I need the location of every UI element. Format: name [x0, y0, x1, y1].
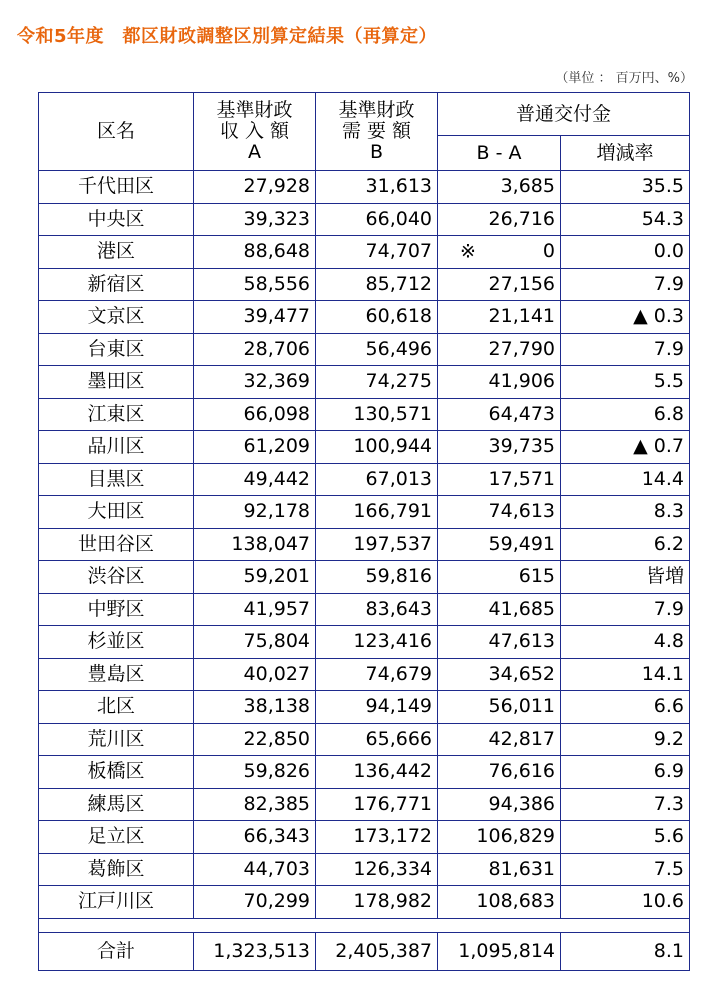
- grant-cell: [438, 463, 561, 496]
- table-row: [39, 528, 690, 561]
- grant-cell: [438, 853, 561, 886]
- revenue-value: 49,442: [194, 463, 316, 496]
- ward-name: 杉並区: [39, 626, 194, 659]
- grant-value: 81,631: [488, 857, 555, 880]
- rate-value: 10.6: [561, 886, 690, 919]
- grant-cell: [438, 431, 561, 464]
- grant-value: 34,652: [488, 662, 555, 685]
- ward-name: 葛飾区: [39, 853, 194, 886]
- demand-value: 176,771: [316, 788, 438, 821]
- demand-value: 123,416: [316, 626, 438, 659]
- rate-value: 35.5: [561, 171, 690, 204]
- revenue-value: 66,098: [194, 398, 316, 431]
- revenue-value: 82,385: [194, 788, 316, 821]
- grant-value: 3,685: [500, 175, 555, 198]
- grant-value: 21,141: [488, 305, 555, 328]
- ward-name: 板橋区: [39, 756, 194, 789]
- ward-name: 台東区: [39, 333, 194, 366]
- revenue-value: 28,706: [194, 333, 316, 366]
- header-revenue-line1: 基準財政: [216, 99, 293, 122]
- grant-value: 39,735: [488, 435, 555, 458]
- header-diff: B - A: [438, 136, 561, 171]
- total-demand: 2,405,387: [316, 932, 438, 970]
- spacer-row: [39, 918, 690, 932]
- ward-name: 世田谷区: [39, 528, 194, 561]
- table-row: [39, 626, 690, 659]
- grant-value: 42,817: [488, 727, 555, 750]
- grant-cell: [438, 788, 561, 821]
- grant-cell: [438, 366, 561, 399]
- ward-name: 足立区: [39, 821, 194, 854]
- revenue-value: 59,201: [194, 561, 316, 594]
- table-row: [39, 691, 690, 724]
- grant-cell: [438, 821, 561, 854]
- rate-value: 6.6: [561, 691, 690, 724]
- demand-value: 65,666: [316, 723, 438, 756]
- unit-note: （単位 ： 百万円、%）: [555, 71, 693, 86]
- rate-value: ▲ 0.7: [561, 431, 690, 464]
- demand-value: 74,275: [316, 366, 438, 399]
- grant-value: 74,613: [488, 500, 555, 523]
- table-row: [39, 236, 690, 269]
- demand-value: 166,791: [316, 496, 438, 529]
- ward-name: 江東区: [39, 398, 194, 431]
- revenue-value: 22,850: [194, 723, 316, 756]
- rate-value: 14.1: [561, 658, 690, 691]
- demand-value: 173,172: [316, 821, 438, 854]
- table-row: [39, 821, 690, 854]
- total-revenue: 1,323,513: [194, 932, 316, 970]
- grant-cell: [438, 561, 561, 594]
- grant-value: 56,011: [488, 695, 555, 718]
- demand-value: 56,496: [316, 333, 438, 366]
- grant-cell: [438, 398, 561, 431]
- rate-value: 皆増: [561, 561, 690, 594]
- table-row: [39, 788, 690, 821]
- ward-name: 豊島区: [39, 658, 194, 691]
- ward-name: 千代田区: [39, 171, 194, 204]
- grant-value: 59,491: [488, 532, 555, 555]
- demand-value: 130,571: [316, 398, 438, 431]
- header-grant: 普通交付金: [438, 93, 690, 136]
- table-row: [39, 593, 690, 626]
- table-row: [39, 366, 690, 399]
- rate-value: 5.6: [561, 821, 690, 854]
- header-demand: [316, 93, 438, 171]
- revenue-value: 41,957: [194, 593, 316, 626]
- grant-cell: [438, 626, 561, 659]
- grant-value: 47,613: [488, 630, 555, 653]
- demand-value: 59,816: [316, 561, 438, 594]
- revenue-value: 138,047: [194, 528, 316, 561]
- revenue-value: 59,826: [194, 756, 316, 789]
- demand-value: 178,982: [316, 886, 438, 919]
- table-row: [39, 496, 690, 529]
- grant-cell: [438, 886, 561, 919]
- grant-value: 26,716: [488, 207, 555, 230]
- demand-value: 85,712: [316, 268, 438, 301]
- rate-value: 7.9: [561, 268, 690, 301]
- grant-cell: [438, 723, 561, 756]
- table-row: [39, 301, 690, 334]
- grant-value: 0: [542, 240, 555, 263]
- revenue-value: 58,556: [194, 268, 316, 301]
- rate-value: 7.9: [561, 593, 690, 626]
- demand-value: 136,442: [316, 756, 438, 789]
- rate-value: 7.3: [561, 788, 690, 821]
- total-row: [39, 932, 690, 970]
- rate-value: 7.5: [561, 853, 690, 886]
- table-row: [39, 723, 690, 756]
- rate-value: 4.8: [561, 626, 690, 659]
- revenue-value: 66,343: [194, 821, 316, 854]
- grant-cell: [438, 756, 561, 789]
- rate-value: 14.4: [561, 463, 690, 496]
- table-row: [39, 431, 690, 464]
- revenue-value: 75,804: [194, 626, 316, 659]
- total-label: 合計: [39, 932, 194, 970]
- revenue-value: 40,027: [194, 658, 316, 691]
- demand-value: 94,149: [316, 691, 438, 724]
- header-demand-line2: 需 要 額: [341, 120, 412, 143]
- rate-value: 54.3: [561, 203, 690, 236]
- ward-name: 中野区: [39, 593, 194, 626]
- demand-value: 31,613: [316, 171, 438, 204]
- spacer-cell: [39, 918, 690, 932]
- revenue-value: 88,648: [194, 236, 316, 269]
- header-ward: 区名: [39, 93, 194, 171]
- table-row: [39, 756, 690, 789]
- grant-value: 76,616: [488, 760, 555, 783]
- revenue-value: 70,299: [194, 886, 316, 919]
- header-revenue-line3: A: [248, 140, 261, 163]
- table-row: [39, 398, 690, 431]
- revenue-value: 27,928: [194, 171, 316, 204]
- grant-value: 94,386: [488, 792, 555, 815]
- table-row: [39, 333, 690, 366]
- grant-value: 615: [518, 565, 555, 588]
- header-revenue-line2: 収 入 額: [219, 120, 290, 143]
- revenue-value: 38,138: [194, 691, 316, 724]
- demand-value: 74,679: [316, 658, 438, 691]
- table-row: [39, 561, 690, 594]
- note-mark: ※: [460, 240, 476, 263]
- table-body: [39, 171, 690, 971]
- ward-name: 文京区: [39, 301, 194, 334]
- rate-value: ▲ 0.3: [561, 301, 690, 334]
- revenue-value: 44,703: [194, 853, 316, 886]
- grant-cell: [438, 268, 561, 301]
- grant-cell: [438, 171, 561, 204]
- rate-value: 6.2: [561, 528, 690, 561]
- grant-cell: [438, 593, 561, 626]
- grant-cell: [438, 496, 561, 529]
- total-rate: 8.1: [561, 932, 690, 970]
- revenue-value: 32,369: [194, 366, 316, 399]
- demand-value: 74,707: [316, 236, 438, 269]
- grant-value: 64,473: [488, 402, 555, 425]
- rate-value: 9.2: [561, 723, 690, 756]
- table-row: [39, 203, 690, 236]
- grant-value: 17,571: [488, 467, 555, 490]
- demand-value: 100,944: [316, 431, 438, 464]
- ward-name: 品川区: [39, 431, 194, 464]
- table-row: [39, 886, 690, 919]
- rate-value: 6.8: [561, 398, 690, 431]
- grant-value: 106,829: [476, 825, 555, 848]
- revenue-value: 39,477: [194, 301, 316, 334]
- table-row: [39, 463, 690, 496]
- revenue-value: 61,209: [194, 431, 316, 464]
- ward-name: 大田区: [39, 496, 194, 529]
- grant-cell: [438, 236, 561, 269]
- table-row: [39, 171, 690, 204]
- table-row: [39, 658, 690, 691]
- grant-cell: [438, 691, 561, 724]
- ward-name: 墨田区: [39, 366, 194, 399]
- ward-name: 目黒区: [39, 463, 194, 496]
- demand-value: 197,537: [316, 528, 438, 561]
- revenue-value: 92,178: [194, 496, 316, 529]
- rate-value: 0.0: [561, 236, 690, 269]
- demand-value: 126,334: [316, 853, 438, 886]
- grant-cell: [438, 333, 561, 366]
- grant-value: 27,156: [488, 272, 555, 295]
- header-demand-line3: B: [369, 140, 384, 163]
- ward-name: 練馬区: [39, 788, 194, 821]
- header-demand-line1: 基準財政: [338, 99, 415, 122]
- ward-name: 北区: [39, 691, 194, 724]
- ward-name: 江戸川区: [39, 886, 194, 919]
- rate-value: 8.3: [561, 496, 690, 529]
- ward-name: 渋谷区: [39, 561, 194, 594]
- grant-cell: [438, 528, 561, 561]
- header-rate: 増減率: [561, 136, 690, 171]
- grant-value: 27,790: [488, 337, 555, 360]
- demand-value: 60,618: [316, 301, 438, 334]
- ward-name: 中央区: [39, 203, 194, 236]
- table-row: [39, 268, 690, 301]
- total-grant: 1,095,814: [438, 932, 561, 970]
- grant-cell: [438, 658, 561, 691]
- grant-value: 41,685: [488, 597, 555, 620]
- demand-value: 66,040: [316, 203, 438, 236]
- header-revenue: [194, 93, 316, 171]
- table-row: [39, 853, 690, 886]
- grant-table: [38, 92, 690, 971]
- revenue-value: 39,323: [194, 203, 316, 236]
- header-row: [39, 93, 690, 136]
- grant-value: 41,906: [488, 370, 555, 393]
- ward-name: 荒川区: [39, 723, 194, 756]
- grant-value: 108,683: [476, 890, 555, 913]
- page-title: 令和5年度 都区財政調整区別算定結果（再算定）: [17, 26, 438, 47]
- rate-value: 5.5: [561, 366, 690, 399]
- demand-value: 83,643: [316, 593, 438, 626]
- demand-value: 67,013: [316, 463, 438, 496]
- rate-value: 7.9: [561, 333, 690, 366]
- ward-name: 港区: [39, 236, 194, 269]
- ward-name: 新宿区: [39, 268, 194, 301]
- rate-value: 6.9: [561, 756, 690, 789]
- grant-cell: [438, 301, 561, 334]
- grant-cell: [438, 203, 561, 236]
